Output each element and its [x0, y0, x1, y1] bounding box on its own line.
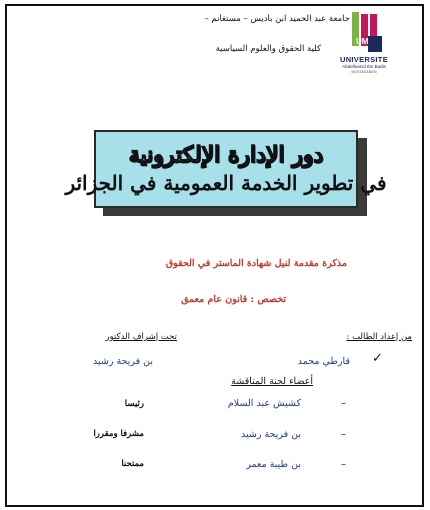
university-name: جامعة عبد الحميد ابن باديس – مستغانم – [204, 14, 350, 24]
list-dash: – [341, 429, 346, 440]
title-box [65, 130, 387, 208]
committee-member-role: رئيسا [124, 399, 144, 409]
specialization: تخصص : قانون عام معمق [181, 294, 286, 305]
title-line-1: دور الإدارة الإلكترونية [128, 142, 324, 168]
committee-member-name: بن فريحة رشيد [241, 429, 301, 440]
check-icon: ✓ [372, 351, 383, 366]
memo-statement: مذكرة مقدمة لنيل شهادة الماستر في الحقوق [165, 258, 347, 269]
logo-letters: UM [356, 37, 369, 46]
committee-member-name: بن طيبة معمر [246, 459, 301, 470]
logo-caption-sub: Abdelhamid Ibn Badis [342, 64, 386, 69]
list-dash: – [341, 459, 346, 470]
list-dash: – [341, 398, 346, 409]
logo-emblem [368, 36, 382, 52]
committee-member-role: ممتحنا [121, 459, 144, 469]
committee-heading: أعضاء لجنة المناقشة [231, 376, 313, 387]
supervisor-label: تحت إشراف الدكتور [105, 332, 177, 342]
title-line-2: في تطوير الخدمة العمومية في الجزائر [65, 171, 387, 195]
committee-member-role: مشرفا ومقررا [93, 429, 144, 439]
logo-caption-main: UNIVERSITE [339, 55, 388, 64]
faculty-name: كلية الحقوق والعلوم السياسية [215, 44, 321, 54]
logo-caption-small: MOSTAGANEM [351, 70, 377, 74]
student-label: من إعداد الطالب : [346, 332, 412, 342]
committee-member-name: كشيش عبد السلام [227, 398, 301, 409]
supervisor-name: بن فريحة رشيد [93, 356, 153, 367]
student-name: قارطي محمد [297, 356, 350, 367]
